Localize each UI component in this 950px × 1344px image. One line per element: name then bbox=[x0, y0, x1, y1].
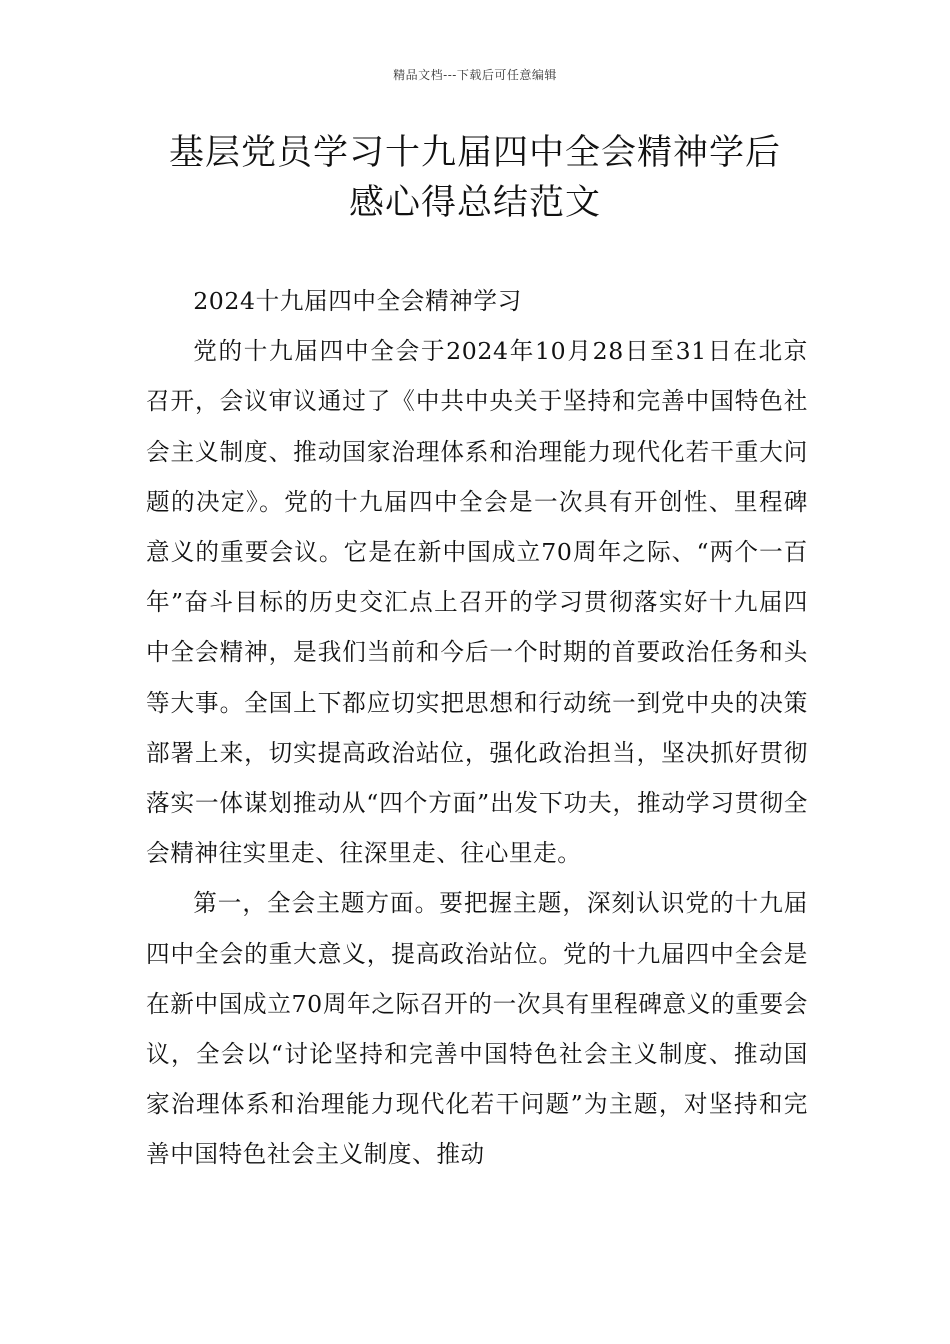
paragraph-subtitle: 2024十九届四中全会精神学习 bbox=[193, 287, 522, 315]
paragraph-first-point: 第一，全会主题方面。要把握主题，深刻认识党的十九届四中全会的重大意义，提高政治站位。党的十九届四中全会是在新中国成立70周年之际召开的一次具有里程碑意义的重要会议，全会以“讨论坚持和完善中国特色社会主义制度、推动国家治理体系和治理能力现代化若干问题”为主题，对坚持和完善中国特色社会主义制度、推动 bbox=[146, 889, 808, 1169]
header-note: 精品文档---下载后可任意编辑 bbox=[393, 68, 557, 82]
document-title bbox=[120, 128, 830, 228]
title-line-1: 基层党员学习十九届四中全会精神学后 bbox=[168, 133, 781, 173]
paragraph-intro: 党的十九届四中全会于2024年10月28日至31日在北京召开，会议审议通过了《中共中央关于坚持和完善中国特色社会主义制度、推动国家治理体系和治理能力现代化若干重大问题的决定》。党的十九届四中全会是一次具有开创性、里程碑意义的重要会议。它是在新中国成立70周年之际、“两个一百年”奋斗目标的历史交汇点上召开的学习贯彻落实好十九届四中全会精神，是我们当前和今后一个时期的首要政治任务和头等大事。全国上下都应切实把思想和行动统一到党中央的决策部署上来，切实提高政治站位，强化政治担当，坚决抓好贯彻落实一体谋划推动从“四个方面”出发下功夫，推动学习贯彻全会精神往实里走、往深里走、往心里走。 bbox=[146, 337, 808, 868]
document-body bbox=[146, 276, 808, 1180]
title-line-2: 感心得总结范文 bbox=[348, 183, 601, 223]
